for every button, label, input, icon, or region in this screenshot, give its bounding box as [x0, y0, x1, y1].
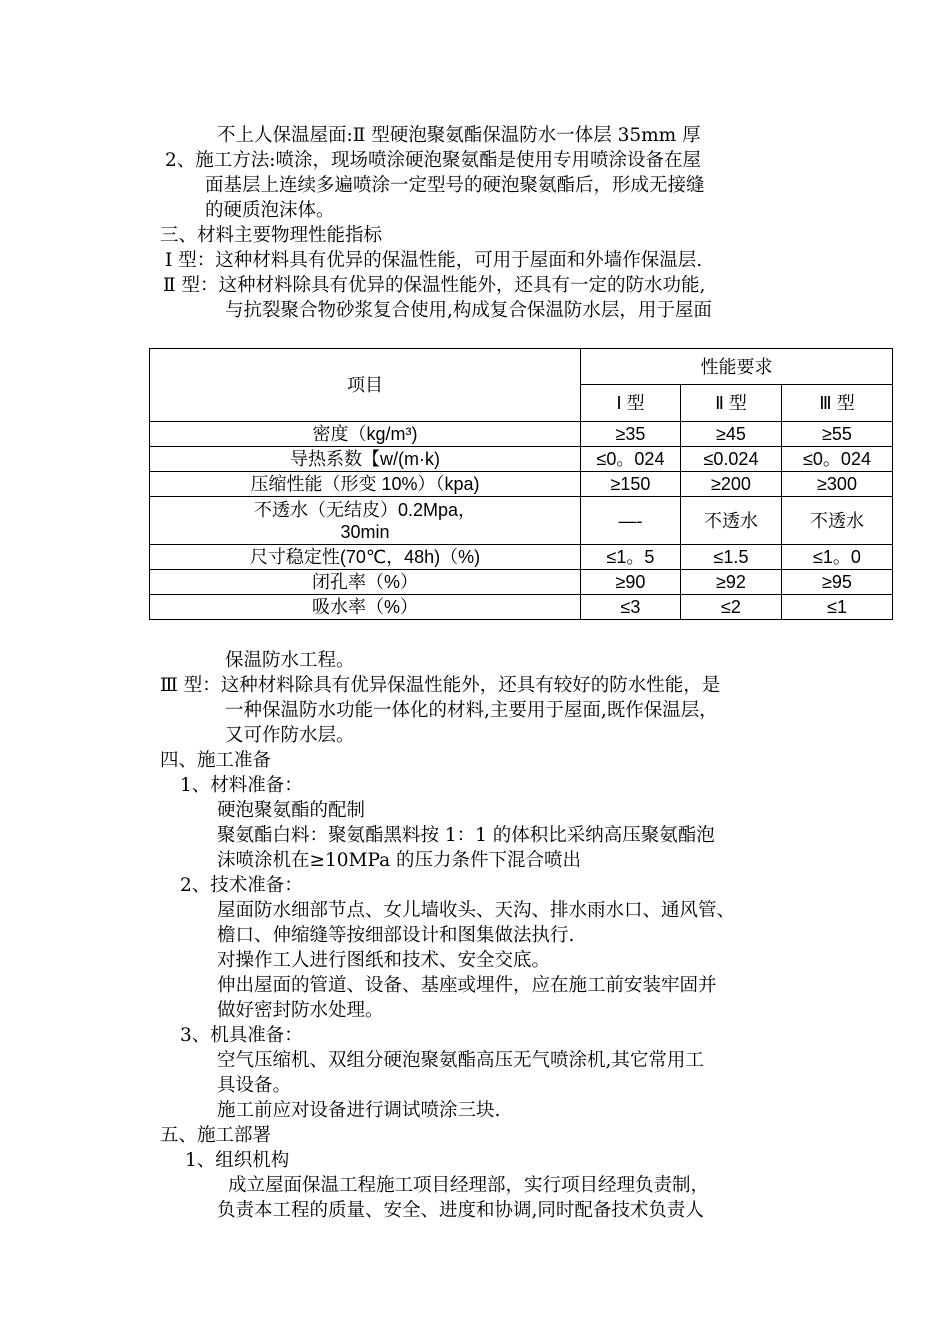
- cell: ≥95: [782, 570, 893, 595]
- cell: ≤1: [782, 595, 893, 620]
- text-line: 屋面防水细部节点、女儿墙收头、天沟、排水雨水口、通风管、: [217, 900, 736, 921]
- text-line: 对操作工人进行图纸和技术、安全交底。: [217, 950, 551, 971]
- row-item: 尺寸稳定性(70℃，48h)（%): [150, 545, 581, 570]
- cell: ≤1。0: [782, 545, 893, 570]
- cell: ≤1.5: [681, 545, 782, 570]
- row-item: [150, 497, 581, 545]
- text-line: 檐口、伸缩缝等按细部设计和图集做法执行.: [217, 925, 575, 946]
- text-line: 具设备。: [217, 1075, 292, 1096]
- performance-table: [149, 348, 893, 620]
- cell: ≤2: [681, 595, 782, 620]
- text-line: 又可作防水层。: [225, 725, 355, 746]
- text-line: Ⅱ 型：这种材料除具有优异的保温性能外，还具有一定的防水功能,: [163, 275, 706, 296]
- table-row: [150, 422, 893, 447]
- cell: ≤1。5: [581, 545, 681, 570]
- text-line: Ⅰ 型：这种材料具有优异的保温性能，可用于屋面和外墙作保温层.: [165, 250, 703, 271]
- text-line: 负责本工程的质量、安全、进度和协调,同时配备技术负责人: [217, 1200, 704, 1221]
- text-line: 沫喷涂机在≥10MPa 的压力条件下混合喷出: [217, 850, 582, 871]
- text-line: 施工前应对设备进行调试喷涂三块.: [217, 1100, 501, 1121]
- text-line: 硬泡聚氨酯的配制: [217, 800, 366, 821]
- cell: ≥200: [681, 472, 782, 497]
- text-line: 伸出屋面的管道、设备、基座或埋件，应在施工前安装牢固并: [217, 975, 717, 996]
- cell: ≥300: [782, 472, 893, 497]
- header-item: 项目: [150, 349, 581, 422]
- table-row: [150, 570, 893, 595]
- row-item: 闭孔率（%）: [150, 570, 581, 595]
- text-line: 聚氨酯白料：聚氨酯黑料按 1：1 的体积比采纳高压聚氨酯泡: [217, 825, 715, 846]
- table-row: [150, 497, 893, 545]
- text-line: 的硬质泡沫体。: [205, 200, 335, 221]
- cell: ≥45: [681, 422, 782, 447]
- cell: ≥90: [581, 570, 681, 595]
- row-item: 密度（kg/m³): [150, 422, 581, 447]
- header-type-3: Ⅲ 型: [782, 385, 893, 422]
- table-row: [150, 447, 893, 472]
- subsection-heading: 1、材料准备：: [180, 775, 303, 796]
- row-item-line: 30min: [340, 521, 390, 542]
- header-type-2: Ⅱ 型: [681, 385, 782, 422]
- section-heading: 四、施工准备: [160, 750, 272, 771]
- header-type-1: Ⅰ 型: [581, 385, 681, 422]
- cell: ≤0。024: [782, 447, 893, 472]
- text-line: 2、施工方法:喷涂，现场喷涂硬泡聚氨酯是使用专用喷涂设备在屋: [165, 150, 702, 171]
- row-item: 压缩性能（形变 10%）（kpa): [150, 472, 581, 497]
- section-heading: 三、材料主要物理性能指标: [160, 225, 383, 246]
- text-line: 面基层上连续多遍喷涂一定型号的硬泡聚氨酯后，形成无接缝: [205, 175, 705, 196]
- row-item: 导热系数【w/(m·k): [150, 447, 581, 472]
- cell: ≤3: [581, 595, 681, 620]
- cell: ≥150: [581, 472, 681, 497]
- row-item: 吸水率（%）: [150, 595, 581, 620]
- cell: —-: [581, 497, 681, 545]
- cell: ≥55: [782, 422, 893, 447]
- text-line: 不上人保温屋面:Ⅱ 型硬泡聚氨酯保温防水一体层 35mm 厚: [217, 125, 701, 146]
- cell: ≤0。024: [581, 447, 681, 472]
- text-line: 一种保温防水功能一体化的材料,主要用于屋面,既作保温层，: [225, 700, 718, 721]
- header-performance: 性能要求: [581, 349, 893, 385]
- cell: 不透水: [782, 497, 893, 545]
- text-line: 成立屋面保温工程施工项目经理部，实行项目经理负责制，: [228, 1175, 710, 1196]
- cell: ≤0.024: [681, 447, 782, 472]
- section-heading: 五、施工部署: [160, 1125, 272, 1146]
- text-line: 做好密封防水处理。: [217, 1000, 384, 1021]
- text-line: Ⅲ 型：这种材料除具有优异保温性能外，还具有较好的防水性能，是: [160, 675, 721, 696]
- table-row: [150, 545, 893, 570]
- table-row: [150, 472, 893, 497]
- text-line: 与抗裂聚合物砂浆复合使用,构成复合保温防水层，用于屋面: [225, 300, 712, 321]
- subsection-heading: 1、组织机构: [185, 1150, 290, 1171]
- subsection-heading: 2、技术准备：: [180, 875, 303, 896]
- subsection-heading: 3、机具准备：: [180, 1025, 303, 1046]
- text-line: 保温防水工程。: [225, 650, 355, 671]
- text-line: 空气压缩机、双组分硬泡聚氨酯高压无气喷涂机,其它常用工: [217, 1050, 704, 1071]
- cell: ≥35: [581, 422, 681, 447]
- cell: 不透水: [681, 497, 782, 545]
- cell: ≥92: [681, 570, 782, 595]
- row-item-line: 不透水（无结皮）0.2Mpa，: [253, 499, 477, 520]
- table-row: [150, 595, 893, 620]
